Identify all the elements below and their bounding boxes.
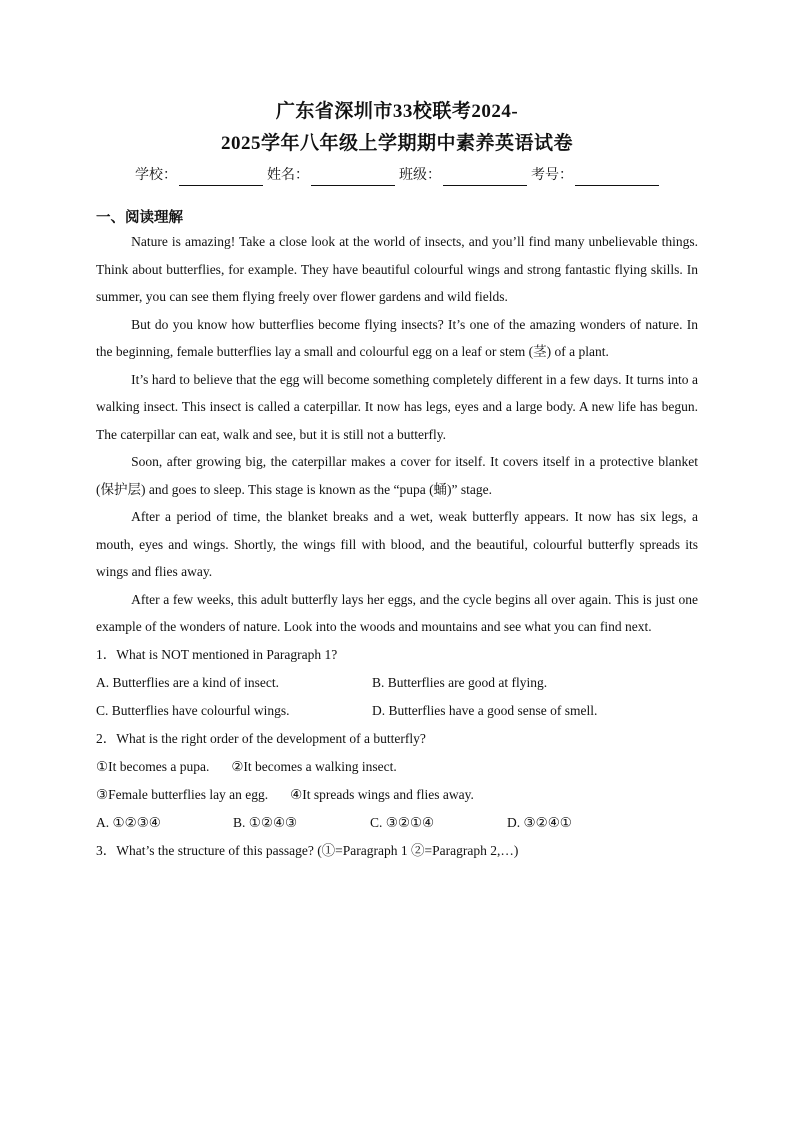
school-field [135, 166, 263, 186]
class-field [399, 166, 527, 186]
question-1-option-c[interactable]: C. Butterflies have colourful wings. [96, 702, 290, 718]
passage-paragraph-2: But do you know how butterflies become flying insects? It’s one of the amazing wonders of nature. In the beginning, female butterflies lay a small and colourful egg on a leaf or stem (茎) of a plant. [96, 316, 698, 359]
exam-number-label: 考号： [531, 168, 573, 183]
question-2-option-d[interactable]: D. ③②④① [507, 814, 572, 830]
school-label: 学校： [135, 168, 177, 183]
question-2-event-3: ③Female butterflies lay an egg. [96, 786, 269, 802]
name-blank[interactable] [311, 169, 395, 186]
reading-passage [96, 228, 698, 641]
question-2-option-c[interactable]: C. ③②①④ [370, 814, 435, 830]
question-2-events-row-2 [96, 781, 698, 809]
passage-paragraph-5: After a period of time, the blanket breaks and a wet, weak butterfly appears. It now has six legs, a mouth, eyes and wings. Shortly, the wings fill with blood, and the beautiful, colourful butterfly spreads its wings and flies away. [96, 509, 698, 579]
student-info-row [96, 166, 698, 186]
question-1-option-b[interactable]: B. Butterflies are good at flying. [372, 674, 548, 690]
question-2-events-row-1 [96, 753, 698, 781]
question-2-event-1: ①It becomes a pupa. [96, 758, 210, 774]
passage-paragraph-6: After a few weeks, this adult butterfly lays her eggs, and the cycle begins all over again. This is just one example of the wonders of nature. Look into the woods and mountains and see what you can find next. [96, 591, 698, 634]
question-1-stem: 1．What is NOT mentioned in Paragraph 1? [96, 646, 338, 662]
question-1 [96, 641, 698, 725]
question-3-stem: 3．What’s the structure of this passage? (①=Paragraph 1 ②=Paragraph 2,…) [96, 842, 519, 858]
question-2-event-4: ④It spreads wings and flies away. [290, 786, 474, 802]
question-2-options-row [96, 809, 698, 837]
question-1-option-d[interactable]: D. Butterflies have a good sense of smell. [372, 702, 598, 718]
question-3 [96, 837, 698, 865]
exam-number-field [531, 166, 659, 186]
question-1-options-row-1 [96, 669, 698, 697]
school-blank[interactable] [179, 169, 263, 186]
class-label: 班级： [399, 168, 441, 183]
exam-title-line-1: 广东省深圳市33校联考2024- [275, 101, 519, 122]
exam-title-line-2: 2025学年八年级上学期期中素养英语试卷 [220, 133, 573, 154]
passage-paragraph-1: Nature is amazing! Take a close look at the world of insects, and you’ll find many unbelievable things. Think about butterflies, for example. They have beautiful colourful wings and strong fantastic flying skills. In summer, you can see them flying freely over flower gardens and wild fields. [96, 234, 698, 304]
name-field [267, 166, 395, 186]
exam-page [96, 96, 698, 865]
question-1-options-row-2 [96, 697, 698, 725]
question-2-option-a[interactable]: A. ①②③④ [96, 814, 161, 830]
question-1-option-a[interactable]: A. Butterflies are a kind of insect. [96, 674, 279, 690]
exam-number-blank[interactable] [575, 169, 659, 186]
question-2 [96, 725, 698, 837]
question-2-event-2: ②It becomes a walking insect. [231, 758, 397, 774]
question-2-stem: 2．What is the right order of the development of a butterfly? [96, 730, 426, 746]
question-2-option-b[interactable]: B. ①②④③ [233, 814, 298, 830]
passage-paragraph-3: It’s hard to believe that the egg will become something completely different in a few days. It turns into a walking insect. This insect is called a caterpillar. It now has legs, eyes and a large body. A new life has begun. The caterpillar can eat, walk and see, but it is still not a butterfly. [96, 371, 698, 442]
class-blank[interactable] [443, 169, 527, 186]
section-heading-reading: 一、阅读理解 [96, 210, 183, 226]
passage-paragraph-4: Soon, after growing big, the caterpillar makes a cover for itself. It covers itself in a protective blanket (保护层) and goes to sleep. This stage is known as the “pupa (蛹)” stage. [96, 454, 698, 497]
name-label: 姓名： [267, 168, 309, 183]
